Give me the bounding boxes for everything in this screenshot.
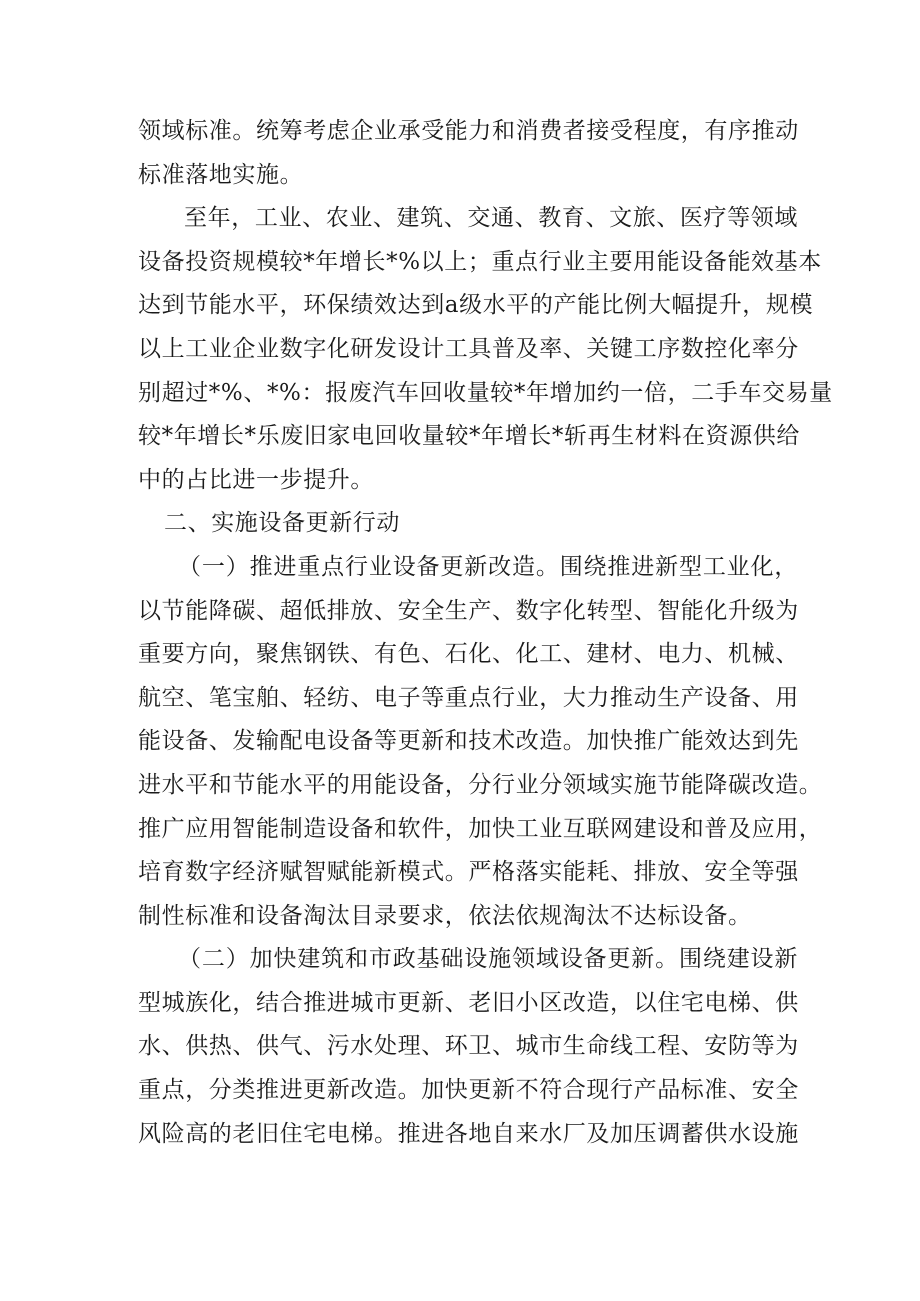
text-line: 风险高的老旧住宅电梯。推进各地自来水厂及加压调蓄供水设施 [138,1120,799,1147]
text-line: 以节能降碳、超低排放、安全生产、数字化转型、智能化升级为 [138,597,799,624]
text-line: 重点，分类推进更新改造。加快更新不符合现行产品标准、安全 [138,1077,799,1104]
text-line: 标准落地实施。 [138,161,304,188]
paragraph-first-line: （一）推进重点行业设备更新改造。围绕推进新型工业化， [178,553,798,580]
text-line: 型城族化，结合推进城市更新、老旧小区改造，以住宅电梯、供 [138,989,799,1016]
document-body [138,110,833,1156]
section-heading: 二、实施设备更新行动 [164,510,400,537]
text-line: 水、供热、供气、污水处理、环卫、城市生命线工程、安防等为 [138,1033,799,1060]
paragraph-first-line: 至年，工业、农业、建筑、交通、教育、文旅、医疗等领域 [184,205,798,232]
text-line: 航空、笔宝舶、轻纺、电子等重点行业，大力推动生产设备、用 [138,684,799,711]
text-line: 培育数字经济赋智赋能新模式。严格落实能耗、排放、安全等强 [138,859,799,886]
text-line: 推广应用智能制造设备和软件，加快工业互联网建设和普及应用， [138,815,823,842]
paragraph-first-line: （二）加快建筑和市政基础设施领域设备更新。围绕建设新 [178,946,798,973]
text-line: 制性标准和设备淘汰目录要求，依法依规淘汰不达标设备。 [138,902,752,929]
text-line: 领域标准。统筹考虑企业承受能力和消费者接受程度，有序推动 [138,118,799,144]
text-line: 别超过*%、*%：报废汽车回收量较*年增加约一倍，二手车交易量 [138,379,833,406]
text-line: 以上工业企业数字化研发设计工具普及率、关键工序数控化率分 [138,335,799,362]
text-line: 较*年增长*乐废旧家电回收量较*年增长*斩再生材料在资源供给 [138,423,800,450]
text-line: 中的占比进一步提升。 [138,466,374,493]
text-line: 进水平和节能水平的用能设备，分行业分领域实施节能降碳改造。 [138,771,823,798]
text-line: 能设备、发输配电设备等更新和技术改造。加快推广能效达到先 [138,728,799,755]
text-line: 重要方向，聚焦钢铁、有色、石化、化工、建材、电力、机械、 [138,641,799,668]
text-line: 达到节能水平，环保绩效达到a级水平的产能比例大幅提升，规模 [138,292,814,319]
text-line: 设备投资规模较*年增长*%以上；重点行业主要用能设备能效基本 [138,248,822,275]
